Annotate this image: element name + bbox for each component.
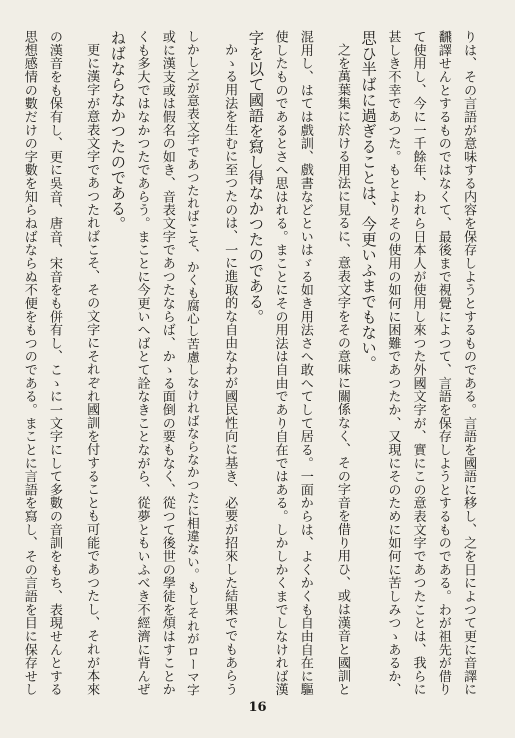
text-line: 之を萬葉集に於ける用法に見るに、意表文字をその意味に關係なく、その字音を借り用ひ、或は漢音と國訓と — [334, 43, 350, 696]
page-number: 16 — [248, 700, 267, 715]
text-line: 使したものであるとさへ思はれる。まことにその用法は自由であり自在ではある。しかしかくまでしなければ漢 — [272, 30, 288, 696]
text-line: の漢音をも保有し、更に吳音、唐音、宋音をも併有し、こゝに一文字にして多數の音訓をもち、表現せんとする — [46, 30, 62, 696]
text-line: ねばならなかつたのである。 — [108, 30, 127, 232]
text-line: 字を以て國語を寫し得なかつたのである。 — [246, 30, 265, 325]
text-line: りは、その言語が意味する内容を保存しようとするものである。言語を國語に移し、之を日によつて更に音譯に — [461, 30, 476, 696]
text-line: 飜譯せんとするものではなくて、最後まで視覺によつて、言語を保存しようとするものである。わが祖先が借り — [435, 30, 451, 696]
text-line: しかし之が意表文字であつたればこそ、かくも腐心し苦慮しなければならなかつたに相違ない。もしそれがローマ字 — [184, 30, 200, 697]
vertical-text-body — [17, 30, 481, 698]
text-line: くも多大ではなかつたであらう。まことに今更いへばとて詮なきことながら、從夢ともいふべき不經濟に背んぜ — [134, 30, 150, 696]
text-line: 甚しき不幸であつた。もとよりその使用の如何に困難であつたか、又現にそのために如何に苦しみつゝあるか、 — [385, 30, 401, 696]
text-line: かゝる用法を生むに至つたのは、一に進取的な自由なわが國民性向に基き、必要が招來した結果ででもあらう — [222, 43, 238, 696]
text-line: 混用し、はては戲訓、戲書などといはゞる如き用法さへ敢へてして居る。一面からは、よくかくも自由自在に驅 — [297, 30, 313, 696]
text-line: て使用し、今に一千餘年、われら日本人が使用し來つた外國文字が、實にこの意表文字であつたことは、我らに — [410, 30, 426, 696]
text-line: 更に漢字が意表文字であつたればこそ、その文字にそれぞれ國訓を付することも可能であつたし、それが本來 — [84, 43, 100, 696]
text-line: 或に漢支或は假名の如き、音表文字であつたならば、かゝる面倒の要もなく、從つて後世の學徒を煩はすことか — [159, 30, 175, 696]
text-line: 思想感情の數だけの字數を知らねばならぬ不便をもつのである。まことに言語を寫し、その言語を目に保存せし — [21, 30, 37, 696]
text-line: 思ひ半ばに過ぎることは、今更いふまでもない。 — [359, 30, 378, 371]
